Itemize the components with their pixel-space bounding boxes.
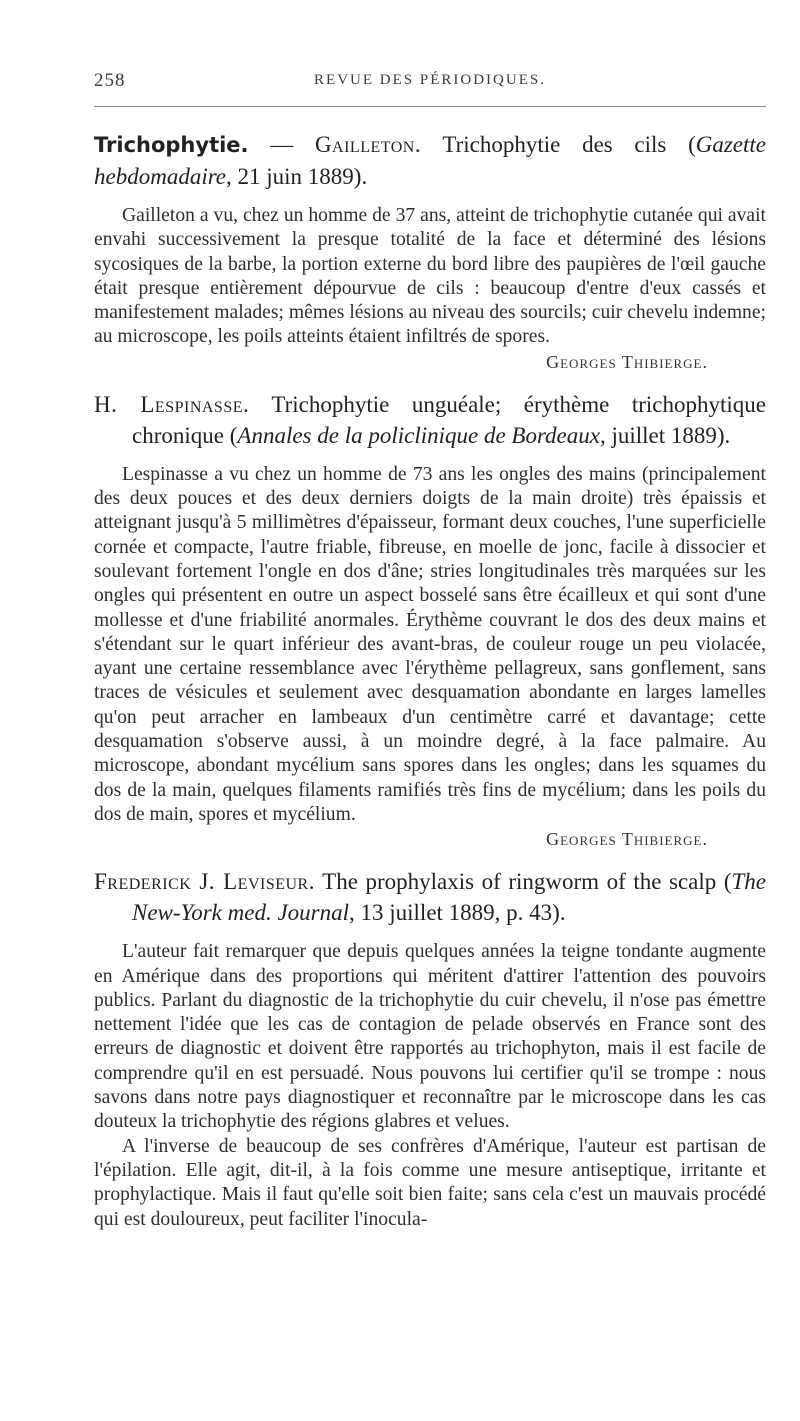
article-title: The prophylaxis of ringworm of the scalp xyxy=(322,869,717,895)
article-paragraph: Gailleton a vu, chez un homme de 37 ans, atteint de trichophytie cutanée qui avait envahi successivement la presque totalité de la face et déterminé des lésions sycosiques de la barbe, la portion externe du bord libre des paupières de l'œil gauche était presque entièrement dépourvue de cils : beaucoup d'entre d'eux cassés et manifestement malades; mêmes lésions au niveau des sourcils; cuir chevelu indemne; au microscope, les poils atteints étaient infiltrés de spores. xyxy=(94,205,766,348)
article-author: H. Lespinasse. xyxy=(94,391,250,417)
article-prophylaxis-ringworm xyxy=(94,866,766,1232)
heading-dash: — xyxy=(270,132,294,157)
article-signature: Georges Thibierge. xyxy=(546,829,708,850)
article-signature: Georges Thibierge. xyxy=(546,351,708,372)
source-details: , juillet 1889). xyxy=(599,422,731,448)
source-open-paren: ( xyxy=(229,422,238,448)
article-title: Trichophytie unguéale; érythème trichophytique chronique xyxy=(132,391,766,448)
article-topic: Trichophytie. xyxy=(94,133,249,157)
article-source: Annales de la policlinique de Bordeaux xyxy=(237,422,600,448)
source-details: , 21 juin 1889). xyxy=(226,164,368,189)
article-source: The New-York med. Journal xyxy=(132,869,766,926)
article-heading xyxy=(94,389,766,451)
source-details: , 13 juillet 1889, p. 43). xyxy=(349,900,566,926)
article-author: Gailleton. xyxy=(314,132,422,157)
article-source: Gazette hebdomadaire xyxy=(94,132,767,189)
article-trichophytie-des-cils xyxy=(94,129,766,373)
article-title: Trichophytie des cils xyxy=(442,132,667,157)
journal-page xyxy=(94,64,766,1238)
source-open-paren: ( xyxy=(688,132,696,157)
header-rule xyxy=(94,106,766,107)
article-paragraph: Lespinasse a vu chez un homme de 73 ans les ongles des mains (principalement des deux pouces et des deux derniers doigts de la main droite) très épaissis et atteignant jusqu'à 5 millimètres d'épaisseur, formant deux couches, l'une superficielle cornée et compacte, l'autre friable, fibreuse, en moelle de jonc, facile à dissocier et soulevant fortement l'ongle en dos d'âne; stries longitudinales très marquées sur les ongles qui présentent en outre un aspect bosselé sans être écailleux et qui sont d'une mollesse et d'une friabilité anormales. Érythème couvrant le dos des deux mains et s'étendant sur le quart inférieur des avant-bras, de couleur rouge un peu violacée, ayant une certaine ressemblance avec l'érythème pellagreux, sans gonflement, sans traces de vésicules et seulement avec desquamation abondante en larges lamelles qu'on peut arracher en lambeaux d'un centimètre carré et davantage; cette desquamation s'observe aussi, à un moindre degré, à la face palmaire. Au microscope, abondant mycélium sans spores dans les ongles; dans les squames du dos de la main, quelques filaments ramifiés très fins de mycélium; dans les poils du dos de main, spores et mycélium. xyxy=(94,463,766,825)
article-heading xyxy=(94,129,766,192)
page-number: 258 xyxy=(94,70,126,91)
article-heading xyxy=(94,866,766,928)
article-author: Frederick J. Leviseur. xyxy=(94,869,315,895)
article-trichophytie-ungueale xyxy=(94,389,766,850)
article-paragraph: L'auteur fait remarquer que depuis quelques années la teigne tondante augmente en Amérique dans des proportions qui méritent d'attirer l'attention des pouvoirs publics. Parlant du diagnostic de la trichophytie du cuir chevelu, il n'ose pas émettre nettement l'idée que les cas de contagion de pelade observés en France sont des erreurs de diagnostic et doivent être rapportés au trichophyton, mais il est facile de comprendre qu'il en est persuadé. Nous pouvons lui certifier qu'il se trompe : nous savons dans notre pays diagnostiquer et reconnaître par le microscope dans les cas douteux la trichophytie des régions glabres et velues. xyxy=(94,941,766,1133)
running-header xyxy=(94,64,766,98)
article-paragraph: A l'inverse de beaucoup de ses confrères d'Amérique, l'auteur est partisan de l'épilation. Elle agit, dit-il, à la fois comme une mesure antiseptique, irritante et prophylactique. Mais il faut qu'elle soit bien faite; sans cela c'est un mauvais procédé qui est douloureux, peut faciliter l'inocula- xyxy=(94,1135,766,1230)
source-open-paren: ( xyxy=(723,869,732,895)
journal-title: REVUE DES PÉRIODIQUES. xyxy=(314,72,546,88)
